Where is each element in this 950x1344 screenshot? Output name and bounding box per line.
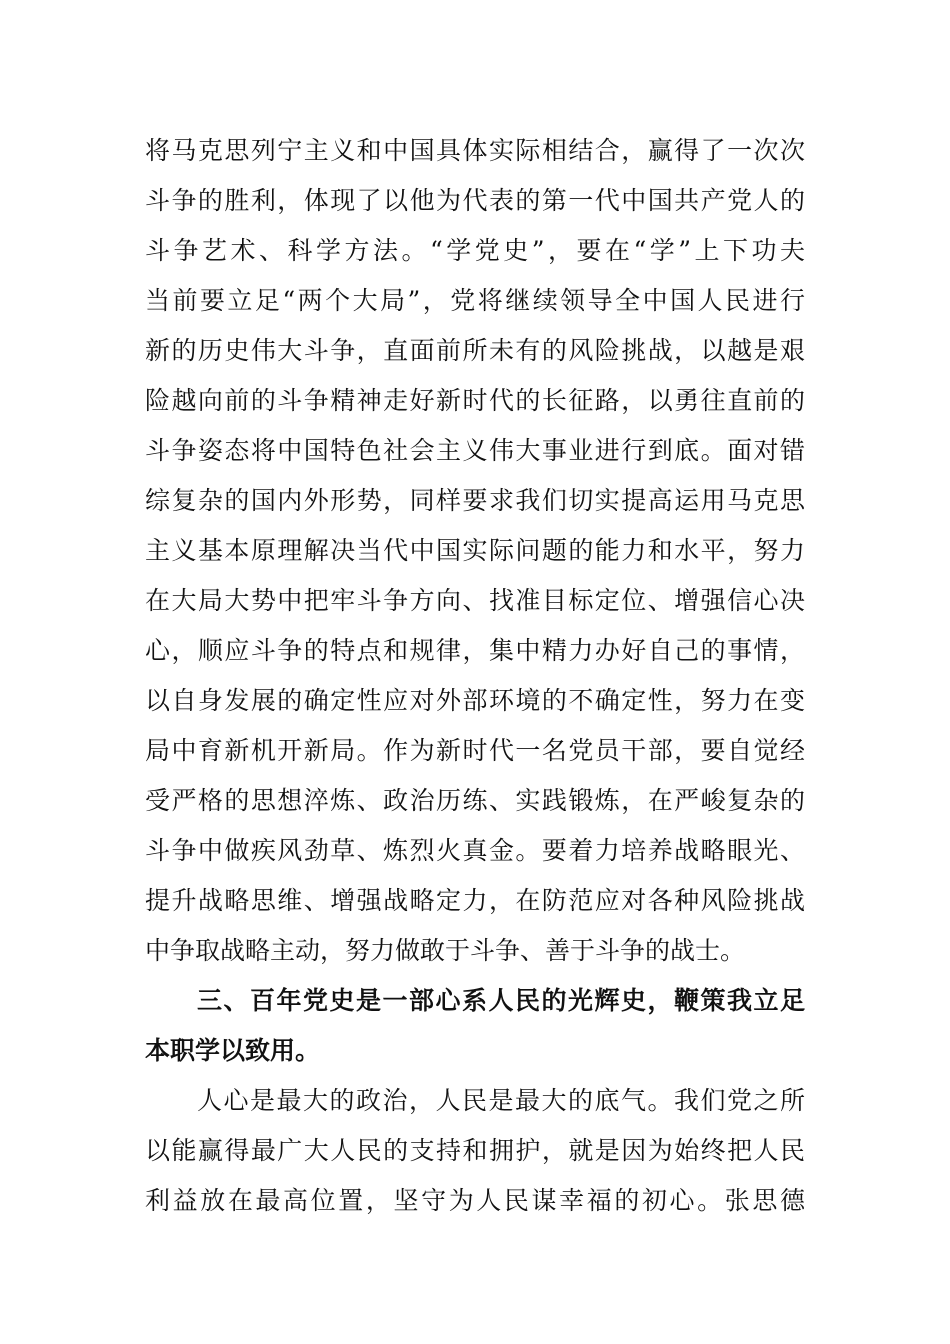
- body-text-line: 综复杂的国内外形势，同样要求我们切实提高运用马克思: [145, 486, 805, 515]
- body-text-line: 提升战略思维、增强战略定力，在防范应对各种风险挑战: [145, 886, 805, 915]
- body-text-line: 以能赢得最广大人民的支持和拥护，就是因为始终把人民: [145, 1136, 805, 1165]
- body-text-line: 在大局大势中把牢斗争方向、找准目标定位、增强信心决: [145, 586, 805, 615]
- body-text-line: 以自身发展的确定性应对外部环境的不确定性，努力在变: [145, 686, 805, 715]
- body-text-line: 利益放在最高位置，坚守为人民谋幸福的初心。张思德: [145, 1186, 805, 1215]
- body-text-line: 受严格的思想淬炼、政治历练、实践锻炼，在严峻复杂的: [145, 786, 805, 815]
- body-text-line: 主义基本原理解决当代中国实际问题的能力和水平，努力: [145, 536, 805, 565]
- body-text-line: 人心是最大的政治，人民是最大的底气。我们党之所: [197, 1086, 805, 1115]
- body-text-line: 险越向前的斗争精神走好新时代的长征路，以勇往直前的: [145, 386, 805, 415]
- body-text-line: 斗争姿态将中国特色社会主义伟大事业进行到底。面对错: [145, 436, 805, 465]
- body-text-line: 当前要立足“两个大局”，党将继续领导全中国人民进行: [145, 286, 805, 315]
- body-text-line: 斗争艺术、科学方法。“学党史”，要在“学”上下功夫: [145, 236, 805, 265]
- body-text-line: 中争取战略主动，努力做敢于斗争、善于斗争的战士。: [145, 936, 746, 965]
- body-text-line: 心，顺应斗争的特点和规律，集中精力办好自己的事情，: [145, 636, 805, 665]
- body-text-line: 斗争中做疾风劲草、炼烈火真金。要着力培养战略眼光、: [145, 836, 805, 865]
- body-text-line: 新的历史伟大斗争，直面前所未有的风险挑战，以越是艰: [145, 336, 805, 365]
- body-text-line: 将马克思列宁主义和中国具体实际相结合，赢得了一次次: [145, 136, 805, 165]
- body-text-line: 斗争的胜利，体现了以他为代表的第一代中国共产党人的: [145, 186, 805, 215]
- section-heading: 本职学以致用。: [145, 1036, 321, 1065]
- body-text-line: 局中育新机开新局。作为新时代一名党员干部，要自觉经: [145, 736, 805, 765]
- section-heading: 三、百年党史是一部心系人民的光辉史，鞭策我立足: [197, 986, 805, 1015]
